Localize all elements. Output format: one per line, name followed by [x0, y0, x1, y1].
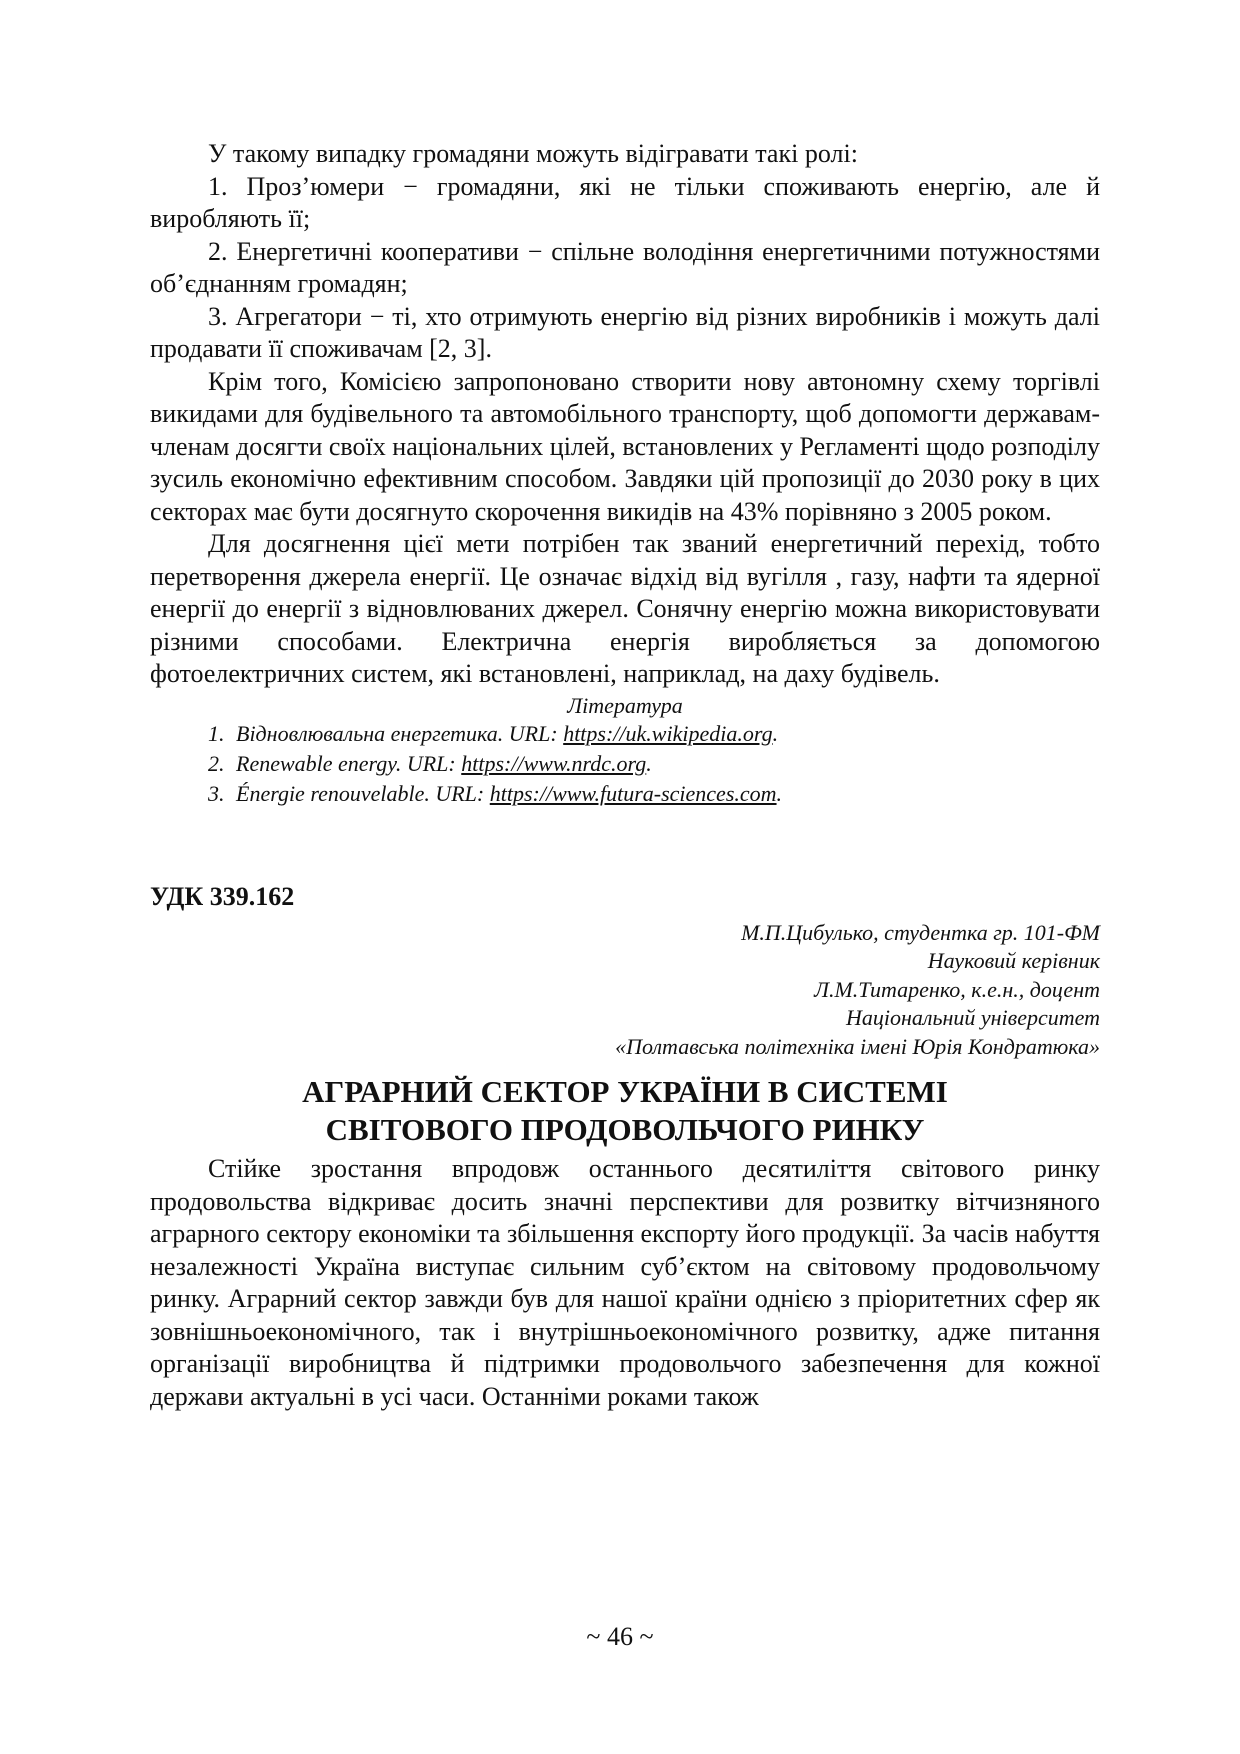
article-body: Стійке зростання впродовж останнього десятиліття світового ринку продовольства відкриває досить значні перспективи для розвитку вітчизняного аграрного сектору економіки та збільшення експорту його продукції. За часів набуття незалежності Україна виступає сильним суб’єктом на світовому продовольчому ринку. Аграрний сектор завжди був для нашої країни однією з пріоритетних сфер як зовнішньоекономічного, так і внутрішньоекономічного розвитку, адже питання організації виробництва й підтримки продовольчого забезпечення для кожної держави актуальні в усі часи. Останніми роками також [150, 1154, 1100, 1411]
university-name: «Полтавська політехніка імені Юрія Кондратюка» [615, 1033, 1100, 1059]
roles-lead: У такому випадку громадяни можуть відігравати такі ролі: [208, 139, 858, 168]
role-item-3: 3. Агрегатори − ті, хто отримують енергію від різних виробників і можуть далі продавати її споживачам [2, 3]. [150, 301, 1100, 363]
reference-item: 2. Renewable energy. URL: https://www.nrdc.org. [208, 750, 652, 776]
role-item-2: 2. Енергетичні кооперативи − спільне володіння енергетичними потужностями об’єднанням громадян; [150, 236, 1100, 298]
reference-link[interactable]: https://www.futura-sciences.com [489, 780, 777, 806]
reference-link[interactable]: https://www.nrdc.org [461, 750, 647, 776]
references-title: Література [567, 692, 683, 718]
page-number: ~ 46 ~ [586, 1622, 654, 1651]
role-item-1: 1. Проз’юмери − громадяни, які не тільки споживають енергію, але й виробляють її; [150, 171, 1100, 233]
paragraph-energy-transition: Для досягнення цієї мети потрібен так званий енергетичний перехід, тобто перетворення джерела енергії. Це означає відхід від вугілля , газу, нафти та ядерної енергії до енергії з відновлюваних джерел. Сонячну енергію можна використовувати різними способами. Електрична енергія виробляється за допомогою фотоелектричних систем, які встановлені, наприклад, на даху будівель. [150, 529, 1100, 688]
reference-link[interactable]: https://uk.wikipedia.org [563, 720, 773, 746]
paragraph-emissions: Крім того, Комісією запропоновано створити нову автономну схему торгівлі викидами для будівельного та автомобільного транспорту, щоб допомогти державам-членам досягти своїх національних цілей, встановлених у Регламенті щодо розподілу зусиль економічно ефективним способом. Завдяки цій пропозиції до 2030 року в цих секторах має бути досягнуто скорочення викидів на 43% порівняно з 2005 роком. [150, 366, 1100, 526]
references-list [150, 719, 1100, 809]
author-block [150, 919, 1100, 1062]
page-content [150, 138, 1100, 1413]
article-title: АГРАРНИЙ СЕКТОР УКРАЇНИ В СИСТЕМІ СВІТОВОГО ПРОДОВОЛЬЧОГО РИНКУ [302, 1074, 948, 1147]
author-line: М.П.Цибулько, студентка гр. 101-ФМ [741, 919, 1100, 945]
supervisor-line: Л.М.Титаренко, к.е.н., доцент [814, 976, 1100, 1002]
reference-item: 1. Відновлювальна енергетика. URL: https://uk.wikipedia.org. [208, 720, 779, 746]
supervisor-label: Науковий керівник [927, 948, 1100, 973]
reference-item: 3. Énergie renouvelable. URL: https://www.futura-sciences.com. [208, 780, 783, 806]
udk-code: УДК 339.162 [150, 881, 295, 911]
university-line: Національний університет [845, 1005, 1100, 1030]
